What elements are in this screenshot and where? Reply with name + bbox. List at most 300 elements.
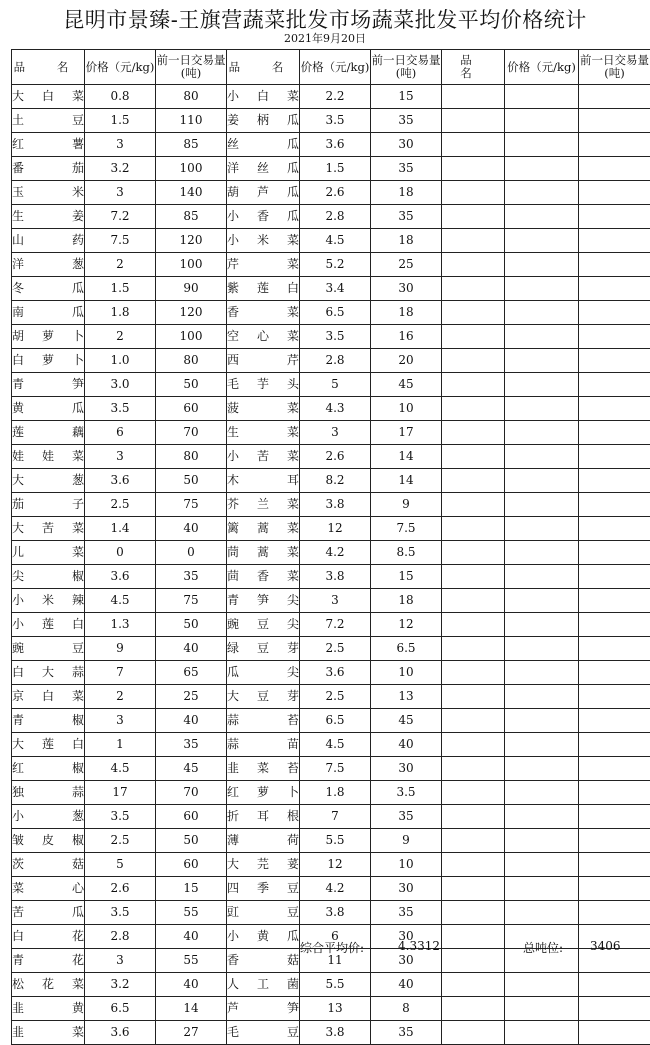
price-cell: 1.5 bbox=[300, 157, 371, 181]
volume-cell: 35 bbox=[371, 805, 442, 829]
total-tonnage-value: 3406 bbox=[590, 939, 621, 953]
empty-cell bbox=[579, 493, 650, 517]
empty-cell bbox=[442, 733, 505, 757]
empty-cell bbox=[579, 325, 650, 349]
vegetable-name-cell: 绿豆芽 bbox=[227, 637, 300, 661]
price-cell: 2 bbox=[85, 253, 156, 277]
vegetable-name-cell: 小白菜 bbox=[227, 85, 300, 109]
price-cell: 3 bbox=[300, 589, 371, 613]
volume-cell: 16 bbox=[371, 325, 442, 349]
vegetable-name-cell: 小 葱 bbox=[12, 805, 85, 829]
empty-cell bbox=[442, 397, 505, 421]
empty-cell bbox=[442, 853, 505, 877]
header-name-2: 品 名 bbox=[227, 50, 300, 85]
table-row bbox=[12, 229, 650, 253]
empty-cell bbox=[579, 589, 650, 613]
empty-cell bbox=[579, 133, 650, 157]
empty-cell bbox=[579, 829, 650, 853]
empty-cell bbox=[442, 541, 505, 565]
vegetable-name-cell: 韭 黄 bbox=[12, 997, 85, 1021]
price-cell: 3 bbox=[85, 709, 156, 733]
volume-cell: 18 bbox=[371, 181, 442, 205]
empty-cell bbox=[505, 301, 579, 325]
volume-cell: 35 bbox=[371, 205, 442, 229]
empty-cell bbox=[505, 325, 579, 349]
price-cell: 3.6 bbox=[300, 133, 371, 157]
empty-cell bbox=[505, 637, 579, 661]
volume-cell: 85 bbox=[156, 133, 227, 157]
price-cell: 4.2 bbox=[300, 877, 371, 901]
empty-cell bbox=[505, 829, 579, 853]
empty-cell bbox=[442, 901, 505, 925]
vegetable-name-cell: 儿 菜 bbox=[12, 541, 85, 565]
vegetable-name-cell: 白萝卜 bbox=[12, 349, 85, 373]
price-cell: 5.5 bbox=[300, 829, 371, 853]
empty-cell bbox=[579, 901, 650, 925]
vegetable-name-cell: 大 葱 bbox=[12, 469, 85, 493]
empty-cell bbox=[579, 757, 650, 781]
volume-cell: 80 bbox=[156, 85, 227, 109]
vegetable-name-cell: 红 椒 bbox=[12, 757, 85, 781]
vegetable-name-cell: 松花菜 bbox=[12, 973, 85, 997]
empty-cell bbox=[579, 973, 650, 997]
vegetable-name-cell: 茄 子 bbox=[12, 493, 85, 517]
table-row bbox=[12, 421, 650, 445]
vegetable-name-cell: 白 花 bbox=[12, 925, 85, 949]
empty-cell bbox=[505, 469, 579, 493]
table-row bbox=[12, 901, 650, 925]
empty-cell bbox=[442, 925, 505, 949]
vegetable-name-cell: 南 瓜 bbox=[12, 301, 85, 325]
vegetable-name-cell: 小黄瓜 bbox=[227, 925, 300, 949]
table-row bbox=[12, 445, 650, 469]
empty-cell bbox=[505, 421, 579, 445]
price-cell: 5.5 bbox=[300, 973, 371, 997]
price-cell: 4.5 bbox=[300, 229, 371, 253]
volume-cell: 75 bbox=[156, 589, 227, 613]
empty-cell bbox=[442, 973, 505, 997]
table-row bbox=[12, 781, 650, 805]
empty-cell bbox=[505, 877, 579, 901]
empty-cell bbox=[505, 589, 579, 613]
table-row bbox=[12, 205, 650, 229]
volume-cell: 90 bbox=[156, 277, 227, 301]
volume-cell: 45 bbox=[371, 373, 442, 397]
volume-cell: 3.5 bbox=[371, 781, 442, 805]
empty-cell bbox=[579, 421, 650, 445]
vegetable-name-cell: 芥兰菜 bbox=[227, 493, 300, 517]
volume-cell: 25 bbox=[371, 253, 442, 277]
vegetable-name-cell: 生 菜 bbox=[227, 421, 300, 445]
empty-cell bbox=[505, 205, 579, 229]
volume-cell: 40 bbox=[156, 517, 227, 541]
empty-cell bbox=[579, 541, 650, 565]
volume-cell: 85 bbox=[156, 205, 227, 229]
volume-cell: 75 bbox=[156, 493, 227, 517]
vegetable-name-cell: 大苦菜 bbox=[12, 517, 85, 541]
vegetable-name-cell: 毛芋头 bbox=[227, 373, 300, 397]
price-cell: 0.8 bbox=[85, 85, 156, 109]
price-cell: 3.5 bbox=[85, 397, 156, 421]
empty-cell bbox=[579, 205, 650, 229]
volume-cell: 8 bbox=[371, 997, 442, 1021]
price-cell: 3 bbox=[85, 949, 156, 973]
empty-cell bbox=[579, 157, 650, 181]
vegetable-name-cell: 生 姜 bbox=[12, 205, 85, 229]
volume-cell: 40 bbox=[371, 733, 442, 757]
volume-cell: 27 bbox=[156, 1021, 227, 1045]
average-price-label: 综合平均价: bbox=[300, 939, 364, 956]
price-cell: 3 bbox=[85, 181, 156, 205]
price-cell: 3.8 bbox=[300, 901, 371, 925]
price-cell: 1.0 bbox=[85, 349, 156, 373]
table-row bbox=[12, 853, 650, 877]
empty-cell bbox=[442, 301, 505, 325]
price-cell: 3.6 bbox=[300, 661, 371, 685]
volume-cell: 35 bbox=[371, 109, 442, 133]
vegetable-name-cell: 玉 米 bbox=[12, 181, 85, 205]
header-name-1: 品 名 bbox=[12, 50, 85, 85]
vegetable-name-cell: 红 薯 bbox=[12, 133, 85, 157]
price-cell: 3 bbox=[300, 421, 371, 445]
empty-cell bbox=[442, 829, 505, 853]
header-volume-1: 前一日交易量(吨) bbox=[156, 50, 227, 85]
empty-cell bbox=[505, 661, 579, 685]
price-cell: 11 bbox=[300, 949, 371, 973]
header-price-3: 价格（元/kg) bbox=[505, 50, 579, 85]
vegetable-name-cell: 尖 椒 bbox=[12, 565, 85, 589]
volume-cell: 100 bbox=[156, 325, 227, 349]
vegetable-name-cell: 瓜 尖 bbox=[227, 661, 300, 685]
vegetable-name-cell: 黄 瓜 bbox=[12, 397, 85, 421]
table-row bbox=[12, 301, 650, 325]
vegetable-name-cell: 豌豆尖 bbox=[227, 613, 300, 637]
vegetable-name-cell: 小米菜 bbox=[227, 229, 300, 253]
empty-cell bbox=[442, 685, 505, 709]
vegetable-name-cell: 胡萝卜 bbox=[12, 325, 85, 349]
volume-cell: 30 bbox=[371, 133, 442, 157]
volume-cell: 14 bbox=[371, 445, 442, 469]
vegetable-name-cell: 大莲白 bbox=[12, 733, 85, 757]
empty-cell bbox=[442, 421, 505, 445]
price-cell: 2.2 bbox=[300, 85, 371, 109]
vegetable-name-cell: 毛 豆 bbox=[227, 1021, 300, 1045]
empty-cell bbox=[579, 877, 650, 901]
price-cell: 7 bbox=[85, 661, 156, 685]
total-tonnage-label: 总吨位: bbox=[523, 939, 563, 956]
empty-cell bbox=[442, 181, 505, 205]
price-cell: 13 bbox=[300, 997, 371, 1021]
empty-cell bbox=[579, 1021, 650, 1045]
empty-cell bbox=[442, 781, 505, 805]
empty-cell bbox=[505, 541, 579, 565]
price-cell: 12 bbox=[300, 517, 371, 541]
table-row bbox=[12, 109, 650, 133]
vegetable-name-cell: 折耳根 bbox=[227, 805, 300, 829]
empty-cell bbox=[505, 805, 579, 829]
empty-cell bbox=[505, 613, 579, 637]
vegetable-name-cell: 韭 菜 bbox=[12, 1021, 85, 1045]
empty-cell bbox=[442, 613, 505, 637]
price-cell: 7.5 bbox=[85, 229, 156, 253]
vegetable-name-cell: 芹 菜 bbox=[227, 253, 300, 277]
empty-cell bbox=[442, 373, 505, 397]
price-cell: 4.2 bbox=[300, 541, 371, 565]
volume-cell: 120 bbox=[156, 229, 227, 253]
table-row bbox=[12, 253, 650, 277]
table-row bbox=[12, 277, 650, 301]
table-row bbox=[12, 637, 650, 661]
empty-cell bbox=[442, 205, 505, 229]
price-cell: 3.8 bbox=[300, 1021, 371, 1045]
volume-cell: 35 bbox=[156, 565, 227, 589]
price-cell: 2.5 bbox=[85, 493, 156, 517]
price-cell: 2.5 bbox=[300, 685, 371, 709]
vegetable-name-cell: 篱蒿菜 bbox=[227, 517, 300, 541]
empty-cell bbox=[505, 757, 579, 781]
volume-cell: 0 bbox=[156, 541, 227, 565]
table-row bbox=[12, 805, 650, 829]
empty-cell bbox=[442, 253, 505, 277]
empty-cell bbox=[442, 157, 505, 181]
empty-cell bbox=[442, 637, 505, 661]
empty-cell bbox=[442, 805, 505, 829]
price-cell: 1.3 bbox=[85, 613, 156, 637]
price-cell: 6.5 bbox=[300, 709, 371, 733]
vegetable-name-cell: 白大蒜 bbox=[12, 661, 85, 685]
empty-cell bbox=[579, 181, 650, 205]
volume-cell: 20 bbox=[371, 349, 442, 373]
vegetable-name-cell: 茴香菜 bbox=[227, 565, 300, 589]
price-cell: 1.5 bbox=[85, 109, 156, 133]
vegetable-name-cell: 茼蒿菜 bbox=[227, 541, 300, 565]
volume-cell: 40 bbox=[156, 637, 227, 661]
vegetable-name-cell: 小米辣 bbox=[12, 589, 85, 613]
empty-cell bbox=[505, 349, 579, 373]
empty-cell bbox=[442, 565, 505, 589]
table-row bbox=[12, 877, 650, 901]
volume-cell: 30 bbox=[371, 925, 442, 949]
empty-cell bbox=[505, 997, 579, 1021]
volume-cell: 25 bbox=[156, 685, 227, 709]
empty-cell bbox=[579, 997, 650, 1021]
price-cell: 3.5 bbox=[85, 805, 156, 829]
vegetable-name-cell: 韭菜苔 bbox=[227, 757, 300, 781]
empty-cell bbox=[442, 949, 505, 973]
price-cell: 9 bbox=[85, 637, 156, 661]
table-row bbox=[12, 133, 650, 157]
volume-cell: 55 bbox=[156, 901, 227, 925]
empty-cell bbox=[505, 229, 579, 253]
vegetable-name-cell: 青 椒 bbox=[12, 709, 85, 733]
price-cell: 5 bbox=[85, 853, 156, 877]
document-title: 昆明市景臻-王旗营蔬菜批发市场蔬菜批发平均价格统计 bbox=[0, 4, 650, 34]
empty-cell bbox=[579, 301, 650, 325]
table-row bbox=[12, 373, 650, 397]
volume-cell: 40 bbox=[156, 709, 227, 733]
empty-cell bbox=[442, 445, 505, 469]
price-cell: 4.5 bbox=[85, 757, 156, 781]
price-cell: 2.6 bbox=[300, 181, 371, 205]
volume-cell: 100 bbox=[156, 157, 227, 181]
price-cell: 2.6 bbox=[300, 445, 371, 469]
average-price-value: 4.3312 bbox=[398, 939, 440, 953]
vegetable-name-cell: 莲 藕 bbox=[12, 421, 85, 445]
empty-cell bbox=[579, 853, 650, 877]
volume-cell: 35 bbox=[371, 1021, 442, 1045]
empty-cell bbox=[579, 373, 650, 397]
price-cell: 3.6 bbox=[85, 565, 156, 589]
empty-cell bbox=[505, 133, 579, 157]
vegetable-name-cell: 土 豆 bbox=[12, 109, 85, 133]
volume-cell: 45 bbox=[371, 709, 442, 733]
price-cell: 12 bbox=[300, 853, 371, 877]
volume-cell: 100 bbox=[156, 253, 227, 277]
volume-cell: 6.5 bbox=[371, 637, 442, 661]
price-cell: 0 bbox=[85, 541, 156, 565]
price-cell: 3.6 bbox=[85, 1021, 156, 1045]
volume-cell: 110 bbox=[156, 109, 227, 133]
price-cell: 7 bbox=[300, 805, 371, 829]
price-table bbox=[11, 49, 650, 1045]
volume-cell: 50 bbox=[156, 469, 227, 493]
vegetable-name-cell: 青 笋 bbox=[12, 373, 85, 397]
price-cell: 7.5 bbox=[300, 757, 371, 781]
vegetable-name-cell: 豇 豆 bbox=[227, 901, 300, 925]
empty-cell bbox=[579, 349, 650, 373]
table-row bbox=[12, 757, 650, 781]
vegetable-name-cell: 皱皮椒 bbox=[12, 829, 85, 853]
empty-cell bbox=[505, 157, 579, 181]
volume-cell: 18 bbox=[371, 301, 442, 325]
empty-cell bbox=[442, 229, 505, 253]
volume-cell: 35 bbox=[371, 157, 442, 181]
vegetable-name-cell: 小莲白 bbox=[12, 613, 85, 637]
table-row bbox=[12, 589, 650, 613]
empty-cell bbox=[442, 325, 505, 349]
table-row bbox=[12, 517, 650, 541]
empty-cell bbox=[505, 709, 579, 733]
empty-cell bbox=[505, 733, 579, 757]
vegetable-name-cell: 苦 瓜 bbox=[12, 901, 85, 925]
volume-cell: 80 bbox=[156, 349, 227, 373]
table-body bbox=[12, 85, 650, 1045]
volume-cell: 9 bbox=[371, 829, 442, 853]
price-cell: 2.8 bbox=[300, 349, 371, 373]
table-row bbox=[12, 973, 650, 997]
table-row bbox=[12, 157, 650, 181]
price-cell: 6 bbox=[85, 421, 156, 445]
empty-cell bbox=[505, 901, 579, 925]
price-cell: 4.5 bbox=[300, 733, 371, 757]
empty-cell bbox=[442, 277, 505, 301]
volume-cell: 120 bbox=[156, 301, 227, 325]
vegetable-name-cell: 青 花 bbox=[12, 949, 85, 973]
vegetable-name-cell: 大白菜 bbox=[12, 85, 85, 109]
volume-cell: 14 bbox=[371, 469, 442, 493]
volume-cell: 35 bbox=[371, 901, 442, 925]
vegetable-name-cell: 四季豆 bbox=[227, 877, 300, 901]
vegetable-name-cell: 人工菌 bbox=[227, 973, 300, 997]
table-row bbox=[12, 325, 650, 349]
price-cell: 1.4 bbox=[85, 517, 156, 541]
table-header-row bbox=[12, 50, 650, 85]
empty-cell bbox=[442, 997, 505, 1021]
empty-cell bbox=[579, 661, 650, 685]
volume-cell: 17 bbox=[371, 421, 442, 445]
vegetable-name-cell: 大豆芽 bbox=[227, 685, 300, 709]
volume-cell: 140 bbox=[156, 181, 227, 205]
volume-cell: 30 bbox=[371, 277, 442, 301]
volume-cell: 80 bbox=[156, 445, 227, 469]
price-cell: 3.8 bbox=[300, 565, 371, 589]
volume-cell: 40 bbox=[371, 973, 442, 997]
price-cell: 2.5 bbox=[300, 637, 371, 661]
price-cell: 4.5 bbox=[85, 589, 156, 613]
vegetable-name-cell: 洋丝瓜 bbox=[227, 157, 300, 181]
vegetable-name-cell: 菠 菜 bbox=[227, 397, 300, 421]
vegetable-name-cell: 洋 葱 bbox=[12, 253, 85, 277]
header-name-3: 品 名 bbox=[442, 50, 505, 85]
price-cell: 6 bbox=[300, 925, 371, 949]
volume-cell: 18 bbox=[371, 589, 442, 613]
header-price-1: 价格（元/kg) bbox=[85, 50, 156, 85]
empty-cell bbox=[442, 757, 505, 781]
price-cell: 2 bbox=[85, 685, 156, 709]
table-row bbox=[12, 613, 650, 637]
vegetable-name-cell: 豌 豆 bbox=[12, 637, 85, 661]
price-cell: 3.5 bbox=[300, 325, 371, 349]
empty-cell bbox=[505, 565, 579, 589]
volume-cell: 60 bbox=[156, 853, 227, 877]
empty-cell bbox=[505, 181, 579, 205]
vegetable-name-cell: 蒜 苔 bbox=[227, 709, 300, 733]
volume-cell: 15 bbox=[371, 565, 442, 589]
vegetable-name-cell: 芦 笋 bbox=[227, 997, 300, 1021]
price-cell: 3.2 bbox=[85, 973, 156, 997]
empty-cell bbox=[579, 253, 650, 277]
empty-cell bbox=[505, 253, 579, 277]
empty-cell bbox=[442, 349, 505, 373]
empty-cell bbox=[579, 565, 650, 589]
empty-cell bbox=[442, 1021, 505, 1045]
volume-cell: 45 bbox=[156, 757, 227, 781]
price-cell: 7.2 bbox=[300, 613, 371, 637]
empty-cell bbox=[579, 469, 650, 493]
price-cell: 2.5 bbox=[85, 829, 156, 853]
volume-cell: 65 bbox=[156, 661, 227, 685]
price-cell: 5.2 bbox=[300, 253, 371, 277]
table-row bbox=[12, 829, 650, 853]
vegetable-name-cell: 香 菜 bbox=[227, 301, 300, 325]
vegetable-name-cell: 姜柄瓜 bbox=[227, 109, 300, 133]
volume-cell: 12 bbox=[371, 613, 442, 637]
empty-cell bbox=[579, 733, 650, 757]
empty-cell bbox=[579, 709, 650, 733]
volume-cell: 7.5 bbox=[371, 517, 442, 541]
vegetable-name-cell: 青笋尖 bbox=[227, 589, 300, 613]
vegetable-name-cell: 空心菜 bbox=[227, 325, 300, 349]
volume-cell: 50 bbox=[156, 613, 227, 637]
vegetable-name-cell: 红萝卜 bbox=[227, 781, 300, 805]
price-cell: 3.8 bbox=[300, 493, 371, 517]
empty-cell bbox=[505, 685, 579, 709]
empty-cell bbox=[442, 877, 505, 901]
header-volume-2: 前一日交易量(吨) bbox=[371, 50, 442, 85]
price-cell: 8.2 bbox=[300, 469, 371, 493]
report-date: 2021年9月20日 bbox=[0, 30, 650, 46]
vegetable-name-cell: 蒜 苗 bbox=[227, 733, 300, 757]
